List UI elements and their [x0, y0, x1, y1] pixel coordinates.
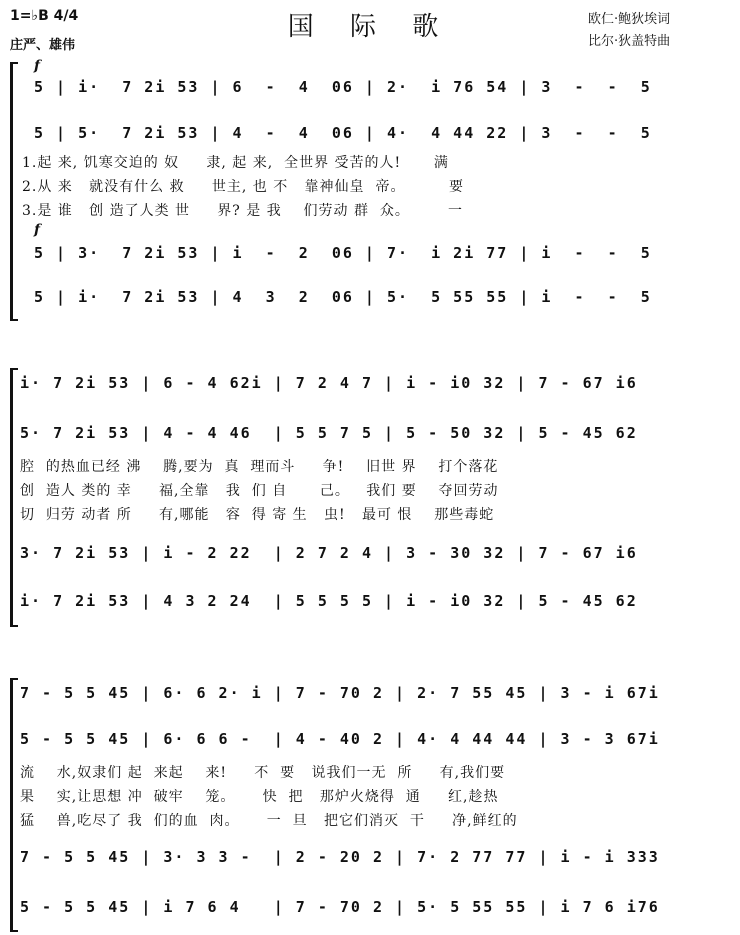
lyric-verse-3: 猛 兽,吃尽了 我 们的血 肉。 一 旦 把它们消灭 干 净,鲜红的 — [20, 813, 518, 829]
system-bracket — [10, 368, 18, 627]
lyric-verse-1: 1.起 来, 饥寒交迫的 奴 隶, 起 来, 全世界 受苦的人! 满 — [22, 155, 449, 171]
staff-alto: 5· 7 2i 53 | 4 - 4 46 | 5 5 7 5 | 5 - 50 32 | 5 - 45 62 — [20, 424, 638, 442]
lyric-verse-3: 3.是 谁 创 造了人类 世 界? 是 我 们劳动 群 众。 一 — [22, 203, 464, 219]
score-system-2 — [4, 368, 736, 628]
key-signature: 1=♭B 4/4 — [10, 8, 79, 24]
lyric-verse-2: 2.从 来 就没有什么 救 世主, 也 不 靠神仙皇 帝。 要 — [22, 179, 465, 195]
staff-bass: 5 - 5 5 45 | i 7 6 4 | 7 - 70 2 | 5· 5 55 55 | i 7 6 i76 — [20, 898, 660, 916]
composer-credit: 比尔·狄盖特曲 — [588, 34, 671, 49]
staff-soprano: 5 | i· 7 2i 53 | 6 - 4 06 | 2· i 76 54 | 3 - - 5 — [34, 78, 652, 96]
lyric-verse-2: 果 实,让思想 冲 破牢 笼。 快 把 那炉火烧得 通 红,趁热 — [20, 789, 499, 805]
lyric-verse-1: 流 水,奴隶们 起 来起 来! 不 要 说我们一无 所 有,我们要 — [20, 765, 506, 781]
lyric-verse-3: 切 归劳 动者 所 有,哪能 容 得 寄 生 虫! 最可 恨 那些毒蛇 — [20, 507, 495, 523]
dynamic-forte: f — [34, 58, 41, 74]
tempo-marking: 庄严、雄伟 — [10, 38, 76, 53]
page-title: 国 际 歌 — [287, 12, 453, 42]
staff-soprano: i· 7 2i 53 | 6 - 4 62i | 7 2 4 7 | i - i0 32 | 7 - 67 i6 — [20, 374, 638, 392]
lyric-verse-2: 创 造人 类的 幸 福,全靠 我 们 自 己。 我们 要 夺回劳动 — [20, 483, 499, 499]
score-system-3 — [4, 678, 736, 933]
staff-bass: 5 | i· 7 2i 53 | 4 3 2 06 | 5· 5 55 55 | i - - 5 — [34, 288, 652, 306]
staff-alto: 5 | 5· 7 2i 53 | 4 - 4 06 | 4· 4 44 22 | 3 - - 5 — [34, 124, 652, 142]
staff-tenor: 5 | 3· 7 2i 53 | i - 2 06 | 7· i 2i 77 | i - - 5 — [34, 244, 652, 262]
staff-alto: 5 - 5 5 45 | 6· 6 6 - | 4 - 40 2 | 4· 4 44 44 | 3 - 3 67i — [20, 730, 660, 748]
staff-tenor: 3· 7 2i 53 | i - 2 22 | 2 7 2 4 | 3 - 30 32 | 7 - 67 i6 — [20, 544, 638, 562]
staff-soprano: 7 - 5 5 45 | 6· 6 2· i | 7 - 70 2 | 2· 7 55 45 | 3 - i 67i — [20, 684, 660, 702]
score-system-1 — [4, 58, 736, 322]
staff-tenor: 7 - 5 5 45 | 3· 3 3 - | 2 - 20 2 | 7· 2 77 77 | i - i 333 — [20, 848, 660, 866]
system-bracket — [10, 62, 18, 321]
lyricist-credit: 欧仁·鲍狄埃词 — [588, 12, 671, 27]
dynamic-forte: f — [34, 222, 41, 238]
system-bracket — [10, 678, 18, 932]
staff-bass: i· 7 2i 53 | 4 3 2 24 | 5 5 5 5 | i - i0 32 | 5 - 45 62 — [20, 592, 638, 610]
lyric-verse-1: 腔 的热血已经 沸 腾,要为 真 理而斗 争! 旧世 界 打个落花 — [20, 459, 499, 475]
